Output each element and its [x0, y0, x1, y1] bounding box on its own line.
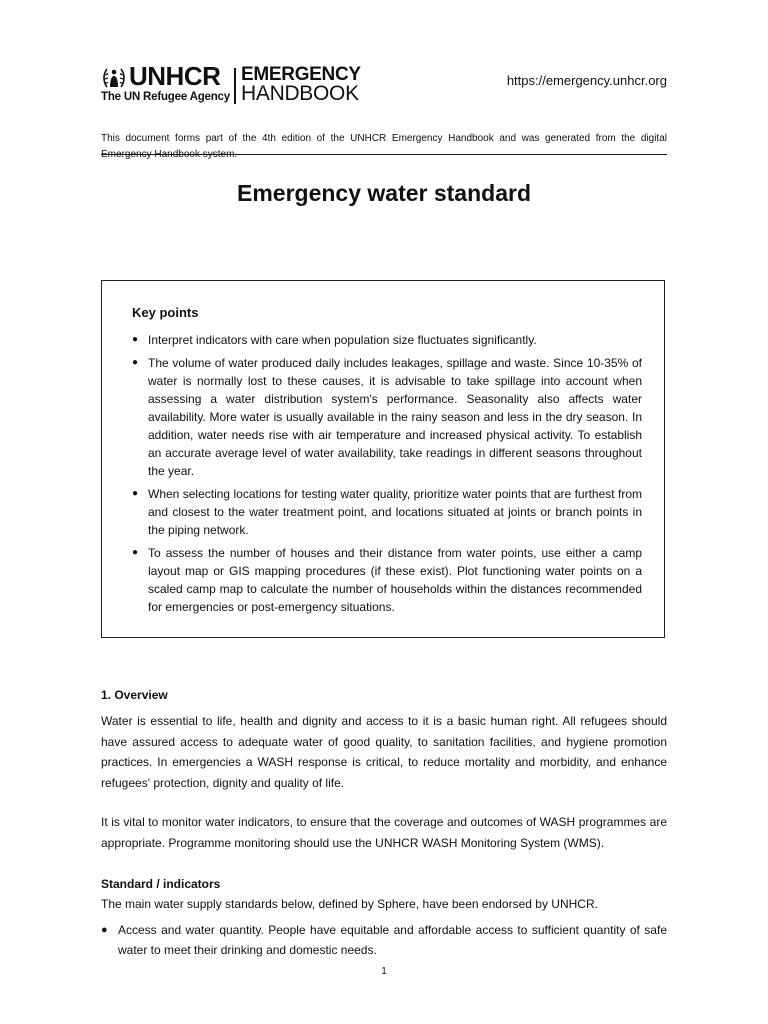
site-url-link[interactable]: https://emergency.unhcr.org: [506, 73, 667, 88]
unhcr-emblem-icon: [101, 65, 127, 91]
standards-section: [101, 877, 667, 961]
logo-wordmark: UNHCR: [129, 61, 221, 91]
list-item: [132, 485, 642, 539]
key-points-box: [101, 280, 665, 638]
page-number: 1: [381, 966, 387, 977]
overview-section: [101, 688, 667, 853]
intro-note: This document forms part of the 4th edition of the UNHCR Emergency Handbook and was generated from the digital: [101, 133, 667, 144]
bullet-icon: ●: [132, 357, 139, 368]
header-divider: [101, 154, 667, 155]
bullet-icon: ●: [132, 547, 139, 558]
overview-paragraph: Water is essential to life, health and dignity and access to it is a basic human right. All refugees should have assured access to adequate water of good quality, to sanitation facilities, and hygiene promotion practices. In emergencies a WASH response is critical, to reduce mortality and morbidity, and enhance refugees' protection, dignity and quality of life.: [101, 714, 667, 790]
bullet-icon: ●: [132, 334, 139, 345]
page-header: [101, 61, 667, 106]
key-points-heading: Key points: [132, 305, 199, 320]
handbook-wordmark: [241, 66, 361, 103]
logo-divider: [234, 68, 236, 104]
list-item-text: When selecting locations for testing water quality, prioritize water points that are furthest from and closest to the water treatment point, and locations situated at joints or branch points in the piping network.: [148, 487, 642, 537]
list-item: [132, 331, 642, 349]
list-item: [101, 920, 667, 961]
standards-list: [101, 920, 667, 961]
unhcr-emergency-handbook-logo: [101, 61, 361, 106]
bullet-icon: ●: [101, 923, 108, 936]
bullet-icon: ●: [132, 488, 139, 499]
monitoring-paragraph: It is vital to monitor water indicators, to ensure that the coverage and outcomes of WASH programmes are appropriate. Programme monitoring should use the UNHCR WASH Monitoring System (WMS).: [101, 815, 667, 850]
handbook-wordmark-handbook: HANDBOOK: [241, 82, 359, 105]
key-points-list: [132, 331, 642, 621]
handbook-wordmark-emergency: EMERGENCY: [241, 64, 361, 85]
list-item-text: To assess the number of houses and their distance from water points, use either a camp layout map or GIS mapping procedures (if these exist). Plot functioning water points on a scaled camp map to calculate the number of households within the distances recommended for emergencies or post-emergency situations.: [148, 546, 642, 614]
standards-heading: Standard / indicators: [101, 877, 221, 891]
standards-intro: The main water supply standards below, defined by Sphere, have been endorsed by UNHCR.: [101, 897, 598, 911]
overview-heading: 1. Overview: [101, 688, 168, 702]
logo-tagline: The UN Refugee Agency: [101, 91, 230, 103]
list-item-text: Interpret indicators with care when population size fluctuates significantly.: [148, 333, 537, 347]
page-title: Emergency water standard: [236, 180, 531, 206]
list-item-text: The volume of water produced daily includes leakages, spillage and waste. Since 10-35% of water is normally lost to these causes, it is advisable to take spillage into account when assessing a water distribution system's performance. Seasonality also affects water availability. More water is usually available in the rainy season and less in the dry season. In addition, water needs rise with air temperature and increased physical activity. To establish an accurate average level of water availability, take readings in different seasons throughout the year.: [148, 356, 642, 478]
list-item: [132, 354, 642, 480]
list-item: [132, 544, 642, 616]
list-item-text: Access and water quantity. People have equitable and affordable access to sufficient quantity of safe water to meet their drinking and domestic needs.: [118, 922, 667, 957]
